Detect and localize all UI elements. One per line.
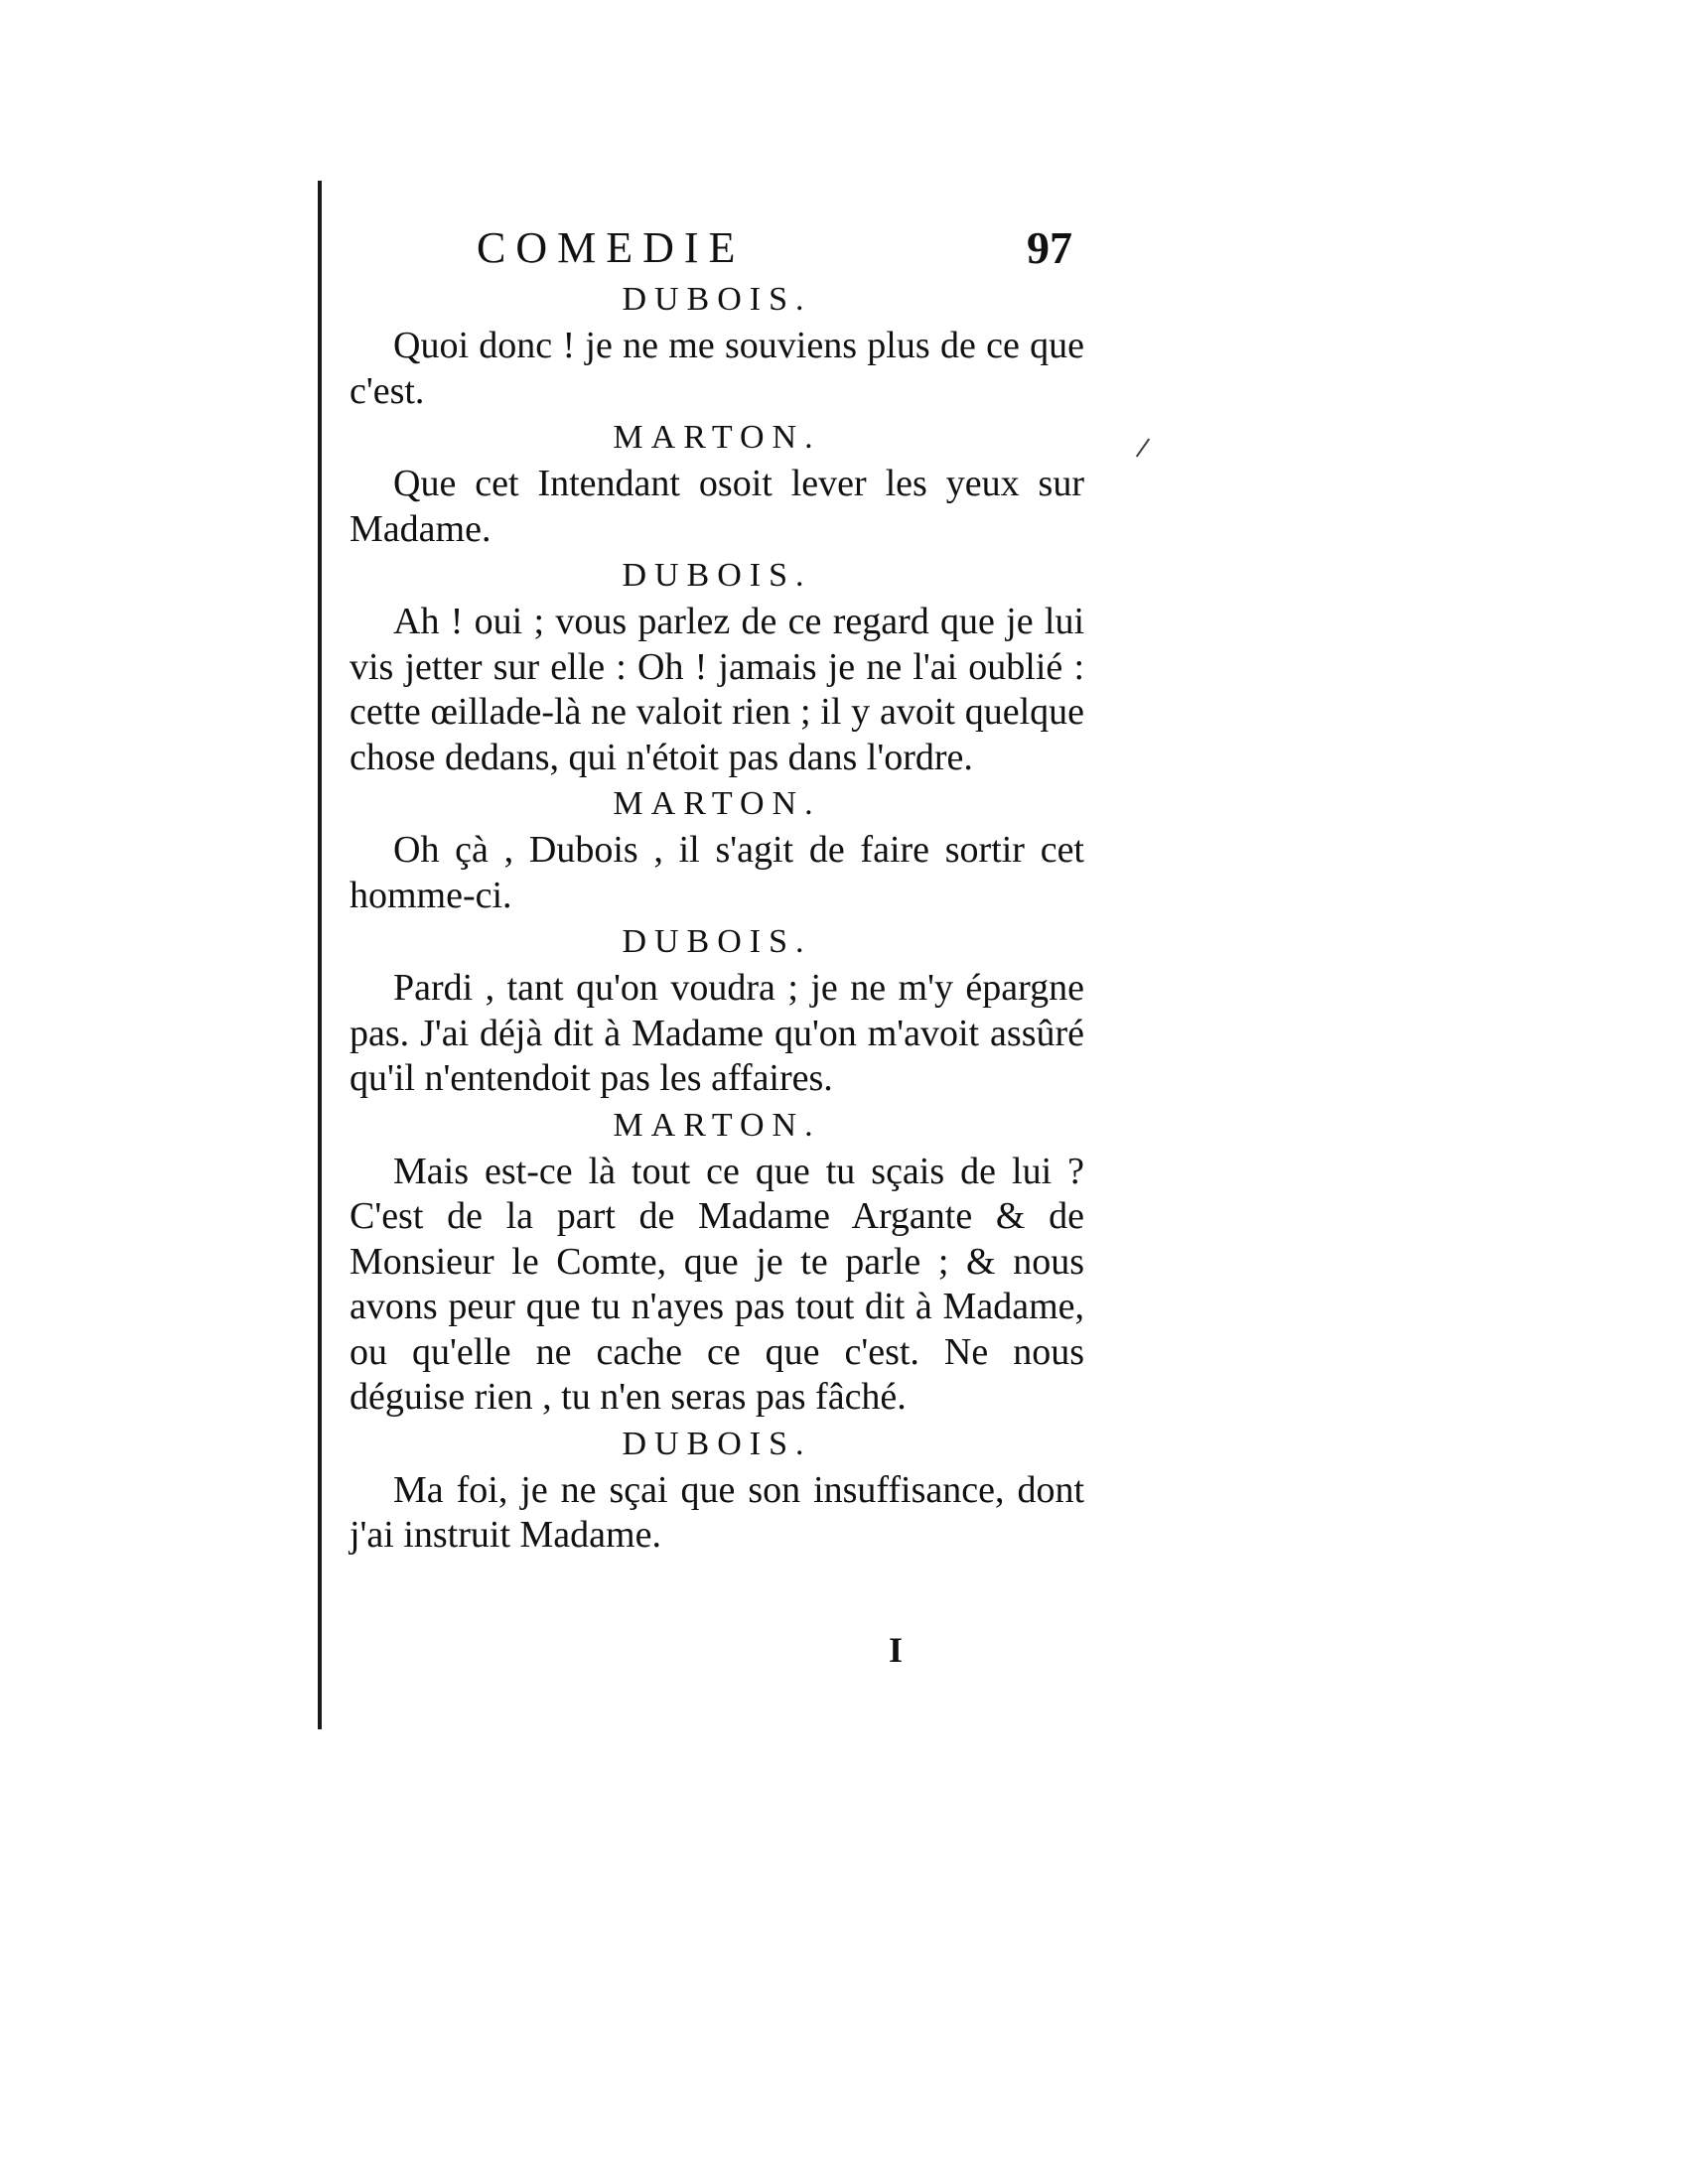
speaker-name: MARTON.	[613, 785, 821, 822]
speech-line: Ah ! oui ; vous parlez de ce regard que je lui vis jetter sur elle : Oh ! jamais je ne l'ai oublié : cette œillade-là ne valoit rien ; il y avoit quelque chose dedans, qui n'étoit pas dans l'ordre.	[350, 601, 1084, 778]
running-title: COMEDIE	[477, 223, 746, 272]
speaker-name: DUBOIS.	[622, 281, 812, 318]
speech-line: Mais est-ce là tout ce que tu sçais de lui ? C'est de la part de Madame Argante & de Monsieur le Comte, que je te parle ; & nous avons peur que tu n'ayes pas tout dit à Madame, ou qu'elle ne cache ce que c'est. Ne nous déguise rien , tu n'en seras pas fâché.	[350, 1150, 1084, 1418]
speech-line: Quoi donc ! je ne me souviens plus de ce que c'est.	[350, 325, 1084, 412]
speaker-name: DUBOIS.	[622, 1425, 812, 1462]
page-number: 97	[1027, 222, 1072, 273]
stray-mark	[1136, 438, 1150, 457]
speech-line: Oh çà , Dubois , il s'agit de faire sortir cet homme-ci.	[350, 829, 1084, 916]
speech-line: Ma foi, je ne sçai que son insuffisance, dont j'ai instruit Madame.	[350, 1468, 1084, 1556]
dialogue-text	[350, 276, 1084, 1666]
speaker-name: DUBOIS.	[622, 557, 812, 594]
speech-line: Pardi , tant qu'on voudra ; je ne m'y épargne pas. J'ai déjà dit à Madame qu'on m'avoit assûré qu'il n'entendoit pas les affaires.	[350, 967, 1084, 1099]
speaker-name: DUBOIS.	[622, 923, 812, 960]
page-gutter-line	[318, 181, 322, 1729]
speaker-name: MARTON.	[613, 1106, 821, 1144]
signature-mark: I	[889, 1630, 904, 1670]
speech-line: Que cet Intendant osoit lever les yeux sur Madame.	[350, 463, 1084, 550]
speaker-name: MARTON.	[613, 419, 821, 456]
page-header	[427, 220, 1072, 276]
